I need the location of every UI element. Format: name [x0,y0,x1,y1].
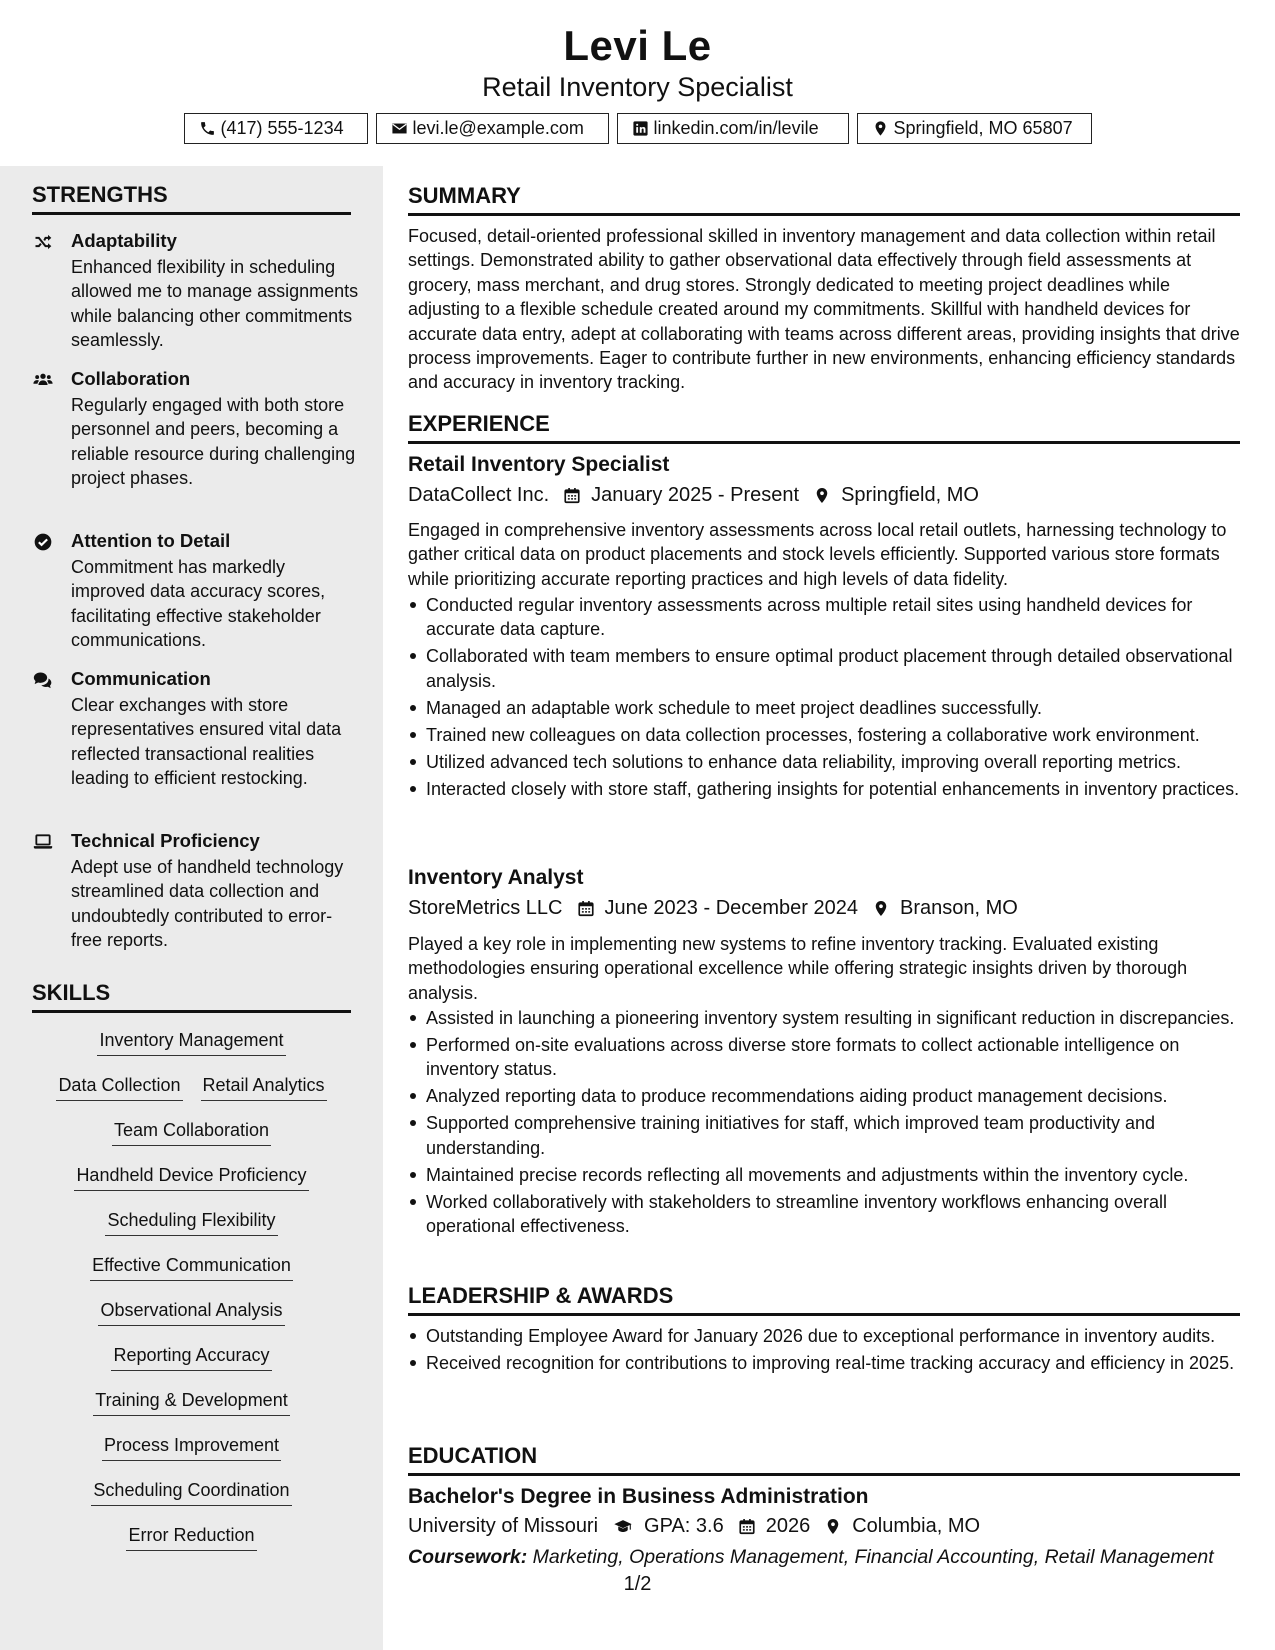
comments-icon [32,670,54,690]
bullet-item: Trained new colleagues on data collection processes, fostering a collaborative work environment. [408,723,1240,747]
skill-tag: Data Collection [56,1073,182,1101]
resume-title: Retail Inventory Specialist [482,72,793,102]
contact-email[interactable] [376,113,609,144]
skill-tag: Process Improvement [102,1433,281,1461]
contact-bar [0,113,1275,144]
contact-phone-text: (417) 555-1234 [220,118,344,138]
strength-title: Adaptability [71,230,177,251]
bullet-item: Performed on-site evaluations across diverse store formats to collect actionable intelligence on inventory status. [408,1033,1240,1082]
bullet-item: Managed an adaptable work schedule to meet project deadlines successfully. [408,696,1240,720]
bullet-item: Conducted regular inventory assessments across multiple retail sites using handheld devices for accurate data capture. [408,593,1240,642]
skills-heading: SKILLS [32,980,351,1013]
strength-title: Communication [71,668,211,689]
strength-title: Technical Proficiency [71,830,260,851]
skill-row [32,1343,351,1388]
bullet-item: Worked collaboratively with stakeholders to streamline inventory workflows enhancing overall operational effectiveness. [408,1190,1240,1239]
calendar-icon [563,486,581,505]
job-dates: June 2023 - December 2024 [604,897,858,919]
phone-icon [199,120,216,137]
skill-tag: Retail Analytics [201,1073,327,1101]
strength-desc: Regularly engaged with both store personnel and peers, becoming a reliable resource during challenging project phases. [71,395,356,489]
skill-tag: Inventory Management [97,1028,285,1056]
laptop-icon [32,832,54,852]
graduation-year: 2026 [765,1515,811,1537]
job-bullets [408,1006,1240,1241]
degree-title: Bachelor's Degree in Business Administration [408,1485,869,1508]
bullet-item: Maintained precise records reflecting all movements and adjustments within the inventory cycle. [408,1163,1240,1187]
education-heading: EDUCATION [408,1443,1240,1476]
shuffle-icon [32,232,54,252]
job-location: Branson, MO [900,897,1018,919]
skill-row [32,1208,351,1253]
company-name: DataCollect Inc. [408,484,550,506]
page-number: 1/2 [623,1573,652,1595]
skill-row [32,1388,351,1433]
bullet-item: Analyzed reporting data to produce recommendations aiding product management decisions. [408,1084,1240,1108]
skill-tag: Handheld Device Proficiency [74,1163,308,1191]
linkedin-icon [632,120,649,137]
skill-tag: Reporting Accuracy [111,1343,271,1371]
strengths-heading: STRENGTHS [32,182,351,215]
contact-linkedin[interactable] [617,113,849,144]
bullet-item: Outstanding Employee Award for January 2026 due to exceptional performance in inventory audits. [408,1324,1240,1348]
contact-linkedin-text: linkedin.com/in/levile [653,118,819,138]
skill-row [32,1163,351,1208]
sidebar [0,166,383,1650]
summary-heading: SUMMARY [408,183,1240,216]
calendar-icon [738,1517,756,1536]
contact-location-text: Springfield, MO 65807 [893,118,1073,138]
strength-desc: Adept use of handheld technology streamlined data collection and undoubtedly contributed to error-free reports. [71,857,344,951]
graduation-cap-icon [612,1517,634,1536]
leadership-heading: LEADERSHIP & AWARDS [408,1283,1240,1316]
skill-row [32,1118,351,1163]
map-marker-icon [813,486,831,505]
map-marker-icon [872,120,889,137]
skill-tag: Error Reduction [126,1523,256,1551]
skill-tag: Scheduling Coordination [91,1478,291,1506]
strength-desc: Commitment has markedly improved data accuracy scores, facilitating effective stakeholder communications. [71,557,326,651]
coursework-label: Coursework: [408,1546,528,1568]
strength-desc: Enhanced flexibility in scheduling allowed me to manage assignments while balancing other commitments seamlessly. [71,257,359,351]
resume-name: Levi Le [563,22,712,69]
strength-title: Attention to Detail [71,530,231,551]
skill-tag: Team Collaboration [112,1118,271,1146]
education-meta [408,1515,980,1538]
education-location: Columbia, MO [852,1515,981,1537]
bullet-item: Assisted in launching a pioneering inventory system resulting in significant reduction in discrepancies. [408,1006,1240,1030]
contact-location [857,113,1092,144]
bullet-item: Received recognition for contributions to improving real-time tracking accuracy and efficiency in 2025. [408,1351,1240,1375]
contact-email-text: levi.le@example.com [412,118,584,138]
skill-tag: Observational Analysis [98,1298,284,1326]
strength-title: Collaboration [71,368,191,389]
skill-row [32,1478,351,1523]
school-name: University of Missouri [408,1515,599,1537]
bullet-item: Supported comprehensive training initiatives for staff, which improved team productivity and understanding. [408,1111,1240,1160]
envelope-icon [391,120,408,137]
bullet-item: Interacted closely with store staff, gathering insights for potential enhancements in inventory practices. [408,777,1240,801]
experience-heading: EXPERIENCE [408,411,1240,444]
skill-tag: Training & Development [93,1388,289,1416]
job-description: Played a key role in implementing new systems to refine inventory tracking. Evaluated existing methodologies ensuring operational excellence while offering strategic insights driven by thorough analysis. [408,934,1188,1003]
job-description: Engaged in comprehensive inventory assessments across local retail outlets, harnessing technology to gather critical data on product placements and stock levels efficiently. Supported various store formats while prioritizing accurate reporting practices and high levels of data fidelity. [408,520,1227,589]
job-bullets [408,593,1240,804]
job-title: Retail Inventory Specialist [408,453,670,476]
skill-row [32,1028,351,1073]
skill-tag: Scheduling Flexibility [105,1208,277,1236]
map-marker-icon [872,899,890,918]
check-circle-icon [32,532,54,552]
coursework [408,1546,1214,1569]
gpa: GPA: 3.6 [644,1515,724,1537]
users-icon [32,370,54,390]
skill-row [32,1073,351,1118]
skill-row [32,1433,351,1478]
coursework-list: Marketing, Operations Management, Financial Accounting, Retail Management [532,1546,1214,1568]
skill-row [32,1298,351,1343]
job-dates: January 2025 - Present [591,484,800,506]
summary-text: Focused, detail-oriented professional skilled in inventory management and data collection within retail settings. Demonstrated ability to gather observational data effectively through field assessments at grocery, mass merchant, and drug stores. Strongly dedicated to meeting project deadlines while adjusting to a flexible schedule created around my commitments. Skillful with handheld devices for accurate data entry, adept at collaborating with teams across different areas, providing insights that drive process improvements. Eager to contribute further in new environments, enhancing efficiency standards and accuracy in inventory tracking. [408,226,1240,393]
bullet-item: Collaborated with team members to ensure optimal product placement through detailed observational analysis. [408,644,1240,693]
job-meta [408,484,979,507]
calendar-icon [577,899,595,918]
leadership-bullets [408,1324,1240,1378]
contact-phone [184,113,368,144]
skill-tag: Effective Communication [90,1253,293,1281]
job-title: Inventory Analyst [408,866,584,889]
map-marker-icon [824,1517,842,1536]
company-name: StoreMetrics LLC [408,897,563,919]
strength-desc: Clear exchanges with store representatives ensured vital data reflected transactional realities leading to efficient restocking. [71,695,342,789]
bullet-item: Utilized advanced tech solutions to enhance data reliability, improving overall reporting metrics. [408,750,1240,774]
job-meta [408,897,1018,920]
skill-row [32,1523,351,1568]
skills-list [32,1028,351,1568]
job-location: Springfield, MO [841,484,979,506]
skill-row [32,1253,351,1298]
